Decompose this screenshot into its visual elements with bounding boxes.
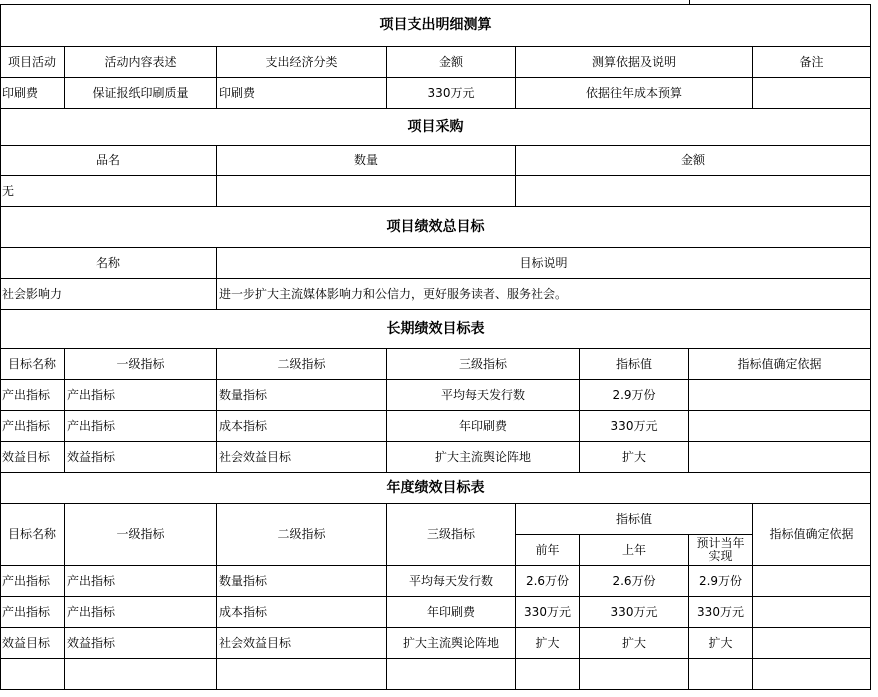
overall-cell-name: 社会影响力 bbox=[2, 286, 63, 301]
longterm-header-level3: 三级指标 bbox=[458, 356, 507, 371]
procurement-header-item: 品名 bbox=[95, 153, 120, 167]
annual-row1-goal: 产出指标 bbox=[2, 573, 51, 588]
procurement-title: 项目采购 bbox=[407, 118, 464, 135]
longterm-row2-goal: 产出指标 bbox=[2, 418, 51, 433]
rule bbox=[0, 658, 871, 659]
longterm-row1-value: 2.9万份 bbox=[612, 387, 656, 402]
annual-row3-current: 扩大 bbox=[708, 635, 733, 650]
annual-header-level1: 一级指标 bbox=[116, 527, 165, 541]
longterm-row3-goal: 效益目标 bbox=[2, 449, 51, 464]
longterm-row2-basis bbox=[689, 411, 870, 441]
overall-header-description: 目标说明 bbox=[519, 255, 568, 270]
annual-row1-level1: 产出指标 bbox=[67, 573, 116, 588]
expense-header-description: 活动内容表述 bbox=[104, 54, 177, 69]
annual-header-level3: 三级指标 bbox=[426, 527, 475, 541]
expense-title: 项目支出明细测算 bbox=[379, 17, 492, 33]
annual-row3-prev2: 扩大 bbox=[535, 635, 560, 650]
longterm-row3-value: 扩大 bbox=[621, 449, 646, 464]
longterm-header-level1: 一级指标 bbox=[116, 356, 165, 371]
annual-row1-current: 2.9万份 bbox=[698, 573, 743, 588]
expense-header-activity: 项目活动 bbox=[7, 54, 56, 69]
longterm-row3-basis bbox=[689, 442, 870, 472]
annual-row2-prev2: 330万元 bbox=[524, 604, 571, 619]
annual-row1-prev2: 2.6万份 bbox=[525, 573, 570, 588]
annual-row3-basis bbox=[753, 628, 870, 658]
longterm-row3-level3: 扩大主流舆论阵地 bbox=[434, 449, 531, 464]
annual-header-basis: 指标值确定依据 bbox=[769, 527, 854, 541]
expense-header-remarks: 备注 bbox=[799, 54, 824, 69]
annual-subheader-current: 预计当年实现 bbox=[696, 536, 745, 563]
annual-row2-level2: 成本指标 bbox=[219, 604, 268, 619]
longterm-header-level2: 二级指标 bbox=[277, 356, 326, 371]
longterm-row2-level2: 成本指标 bbox=[219, 418, 268, 433]
rule bbox=[0, 689, 871, 690]
annual-row2-basis bbox=[753, 597, 870, 627]
annual-title: 年度绩效目标表 bbox=[386, 479, 485, 496]
annual-row3-level2: 社会效益目标 bbox=[219, 635, 292, 650]
longterm-row2-value: 330万元 bbox=[610, 418, 658, 433]
annual-row2-goal: 产出指标 bbox=[2, 604, 51, 619]
annual-row2-level1: 产出指标 bbox=[67, 604, 116, 619]
longterm-title: 长期绩效目标表 bbox=[386, 320, 485, 337]
overall-cell-description: 进一步扩大主流媒体影响力和公信力，更好服务读者、服务社会。 bbox=[219, 286, 568, 301]
overall-header-name: 名称 bbox=[95, 255, 120, 270]
annual-row1-level2: 数量指标 bbox=[219, 573, 268, 588]
procurement-header-quantity: 数量 bbox=[353, 153, 378, 167]
annual-row3-prev1: 扩大 bbox=[621, 635, 646, 650]
annual-row2-prev1: 330万元 bbox=[610, 604, 658, 619]
expense-header-basis: 测算依据及说明 bbox=[591, 54, 676, 69]
annual-header-value: 指标值 bbox=[615, 511, 652, 526]
expense-header-category: 支出经济分类 bbox=[265, 54, 338, 69]
procurement-cell-amount bbox=[516, 176, 870, 206]
procurement-header-amount: 金额 bbox=[680, 153, 705, 167]
overall-title: 项目绩效总目标 bbox=[386, 218, 485, 235]
expense-cell-description: 保证报纸印刷质量 bbox=[92, 85, 189, 100]
annual-row2-current: 330万元 bbox=[697, 604, 744, 619]
expense-cell-basis: 依据往年成本预算 bbox=[585, 85, 682, 100]
annual-row3-level3: 扩大主流舆论阵地 bbox=[402, 635, 499, 650]
annual-row2-level3: 年印刷费 bbox=[426, 604, 475, 619]
annual-row1-level3: 平均每天发行数 bbox=[408, 573, 493, 588]
annual-header-level2: 二级指标 bbox=[277, 527, 326, 541]
expense-cell-amount: 330万元 bbox=[427, 85, 475, 100]
procurement-cell-quantity bbox=[217, 176, 515, 206]
annual-row1-basis bbox=[753, 566, 870, 596]
longterm-row2-level3: 年印刷费 bbox=[458, 418, 507, 433]
longterm-row1-goal: 产出指标 bbox=[2, 387, 51, 402]
longterm-row3-level1: 效益指标 bbox=[67, 449, 116, 464]
procurement-cell-item: 无 bbox=[2, 183, 15, 198]
annual-row3-goal: 效益目标 bbox=[2, 635, 51, 650]
expense-cell-category: 印刷费 bbox=[219, 85, 256, 100]
annual-subheader-prev2: 前年 bbox=[535, 542, 560, 557]
longterm-row1-level3: 平均每天发行数 bbox=[440, 387, 525, 402]
expense-cell-activity: 印刷费 bbox=[2, 85, 39, 100]
annual-subheader-prev1: 上年 bbox=[621, 542, 646, 557]
expense-header-amount: 金额 bbox=[438, 54, 463, 69]
longterm-row1-level2: 数量指标 bbox=[219, 387, 268, 402]
longterm-header-goal: 目标名称 bbox=[7, 356, 56, 371]
longterm-row1-level1: 产出指标 bbox=[67, 387, 116, 402]
longterm-row3-level2: 社会效益目标 bbox=[219, 449, 292, 464]
longterm-header-basis: 指标值确定依据 bbox=[737, 356, 822, 371]
longterm-row1-basis bbox=[689, 380, 870, 410]
longterm-header-value: 指标值 bbox=[615, 356, 652, 371]
annual-header-goal: 目标名称 bbox=[7, 527, 56, 541]
annual-row3-level1: 效益指标 bbox=[67, 635, 116, 650]
expense-cell-remarks bbox=[753, 78, 870, 108]
longterm-row2-level1: 产出指标 bbox=[67, 418, 116, 433]
annual-row1-prev1: 2.6万份 bbox=[612, 573, 656, 588]
